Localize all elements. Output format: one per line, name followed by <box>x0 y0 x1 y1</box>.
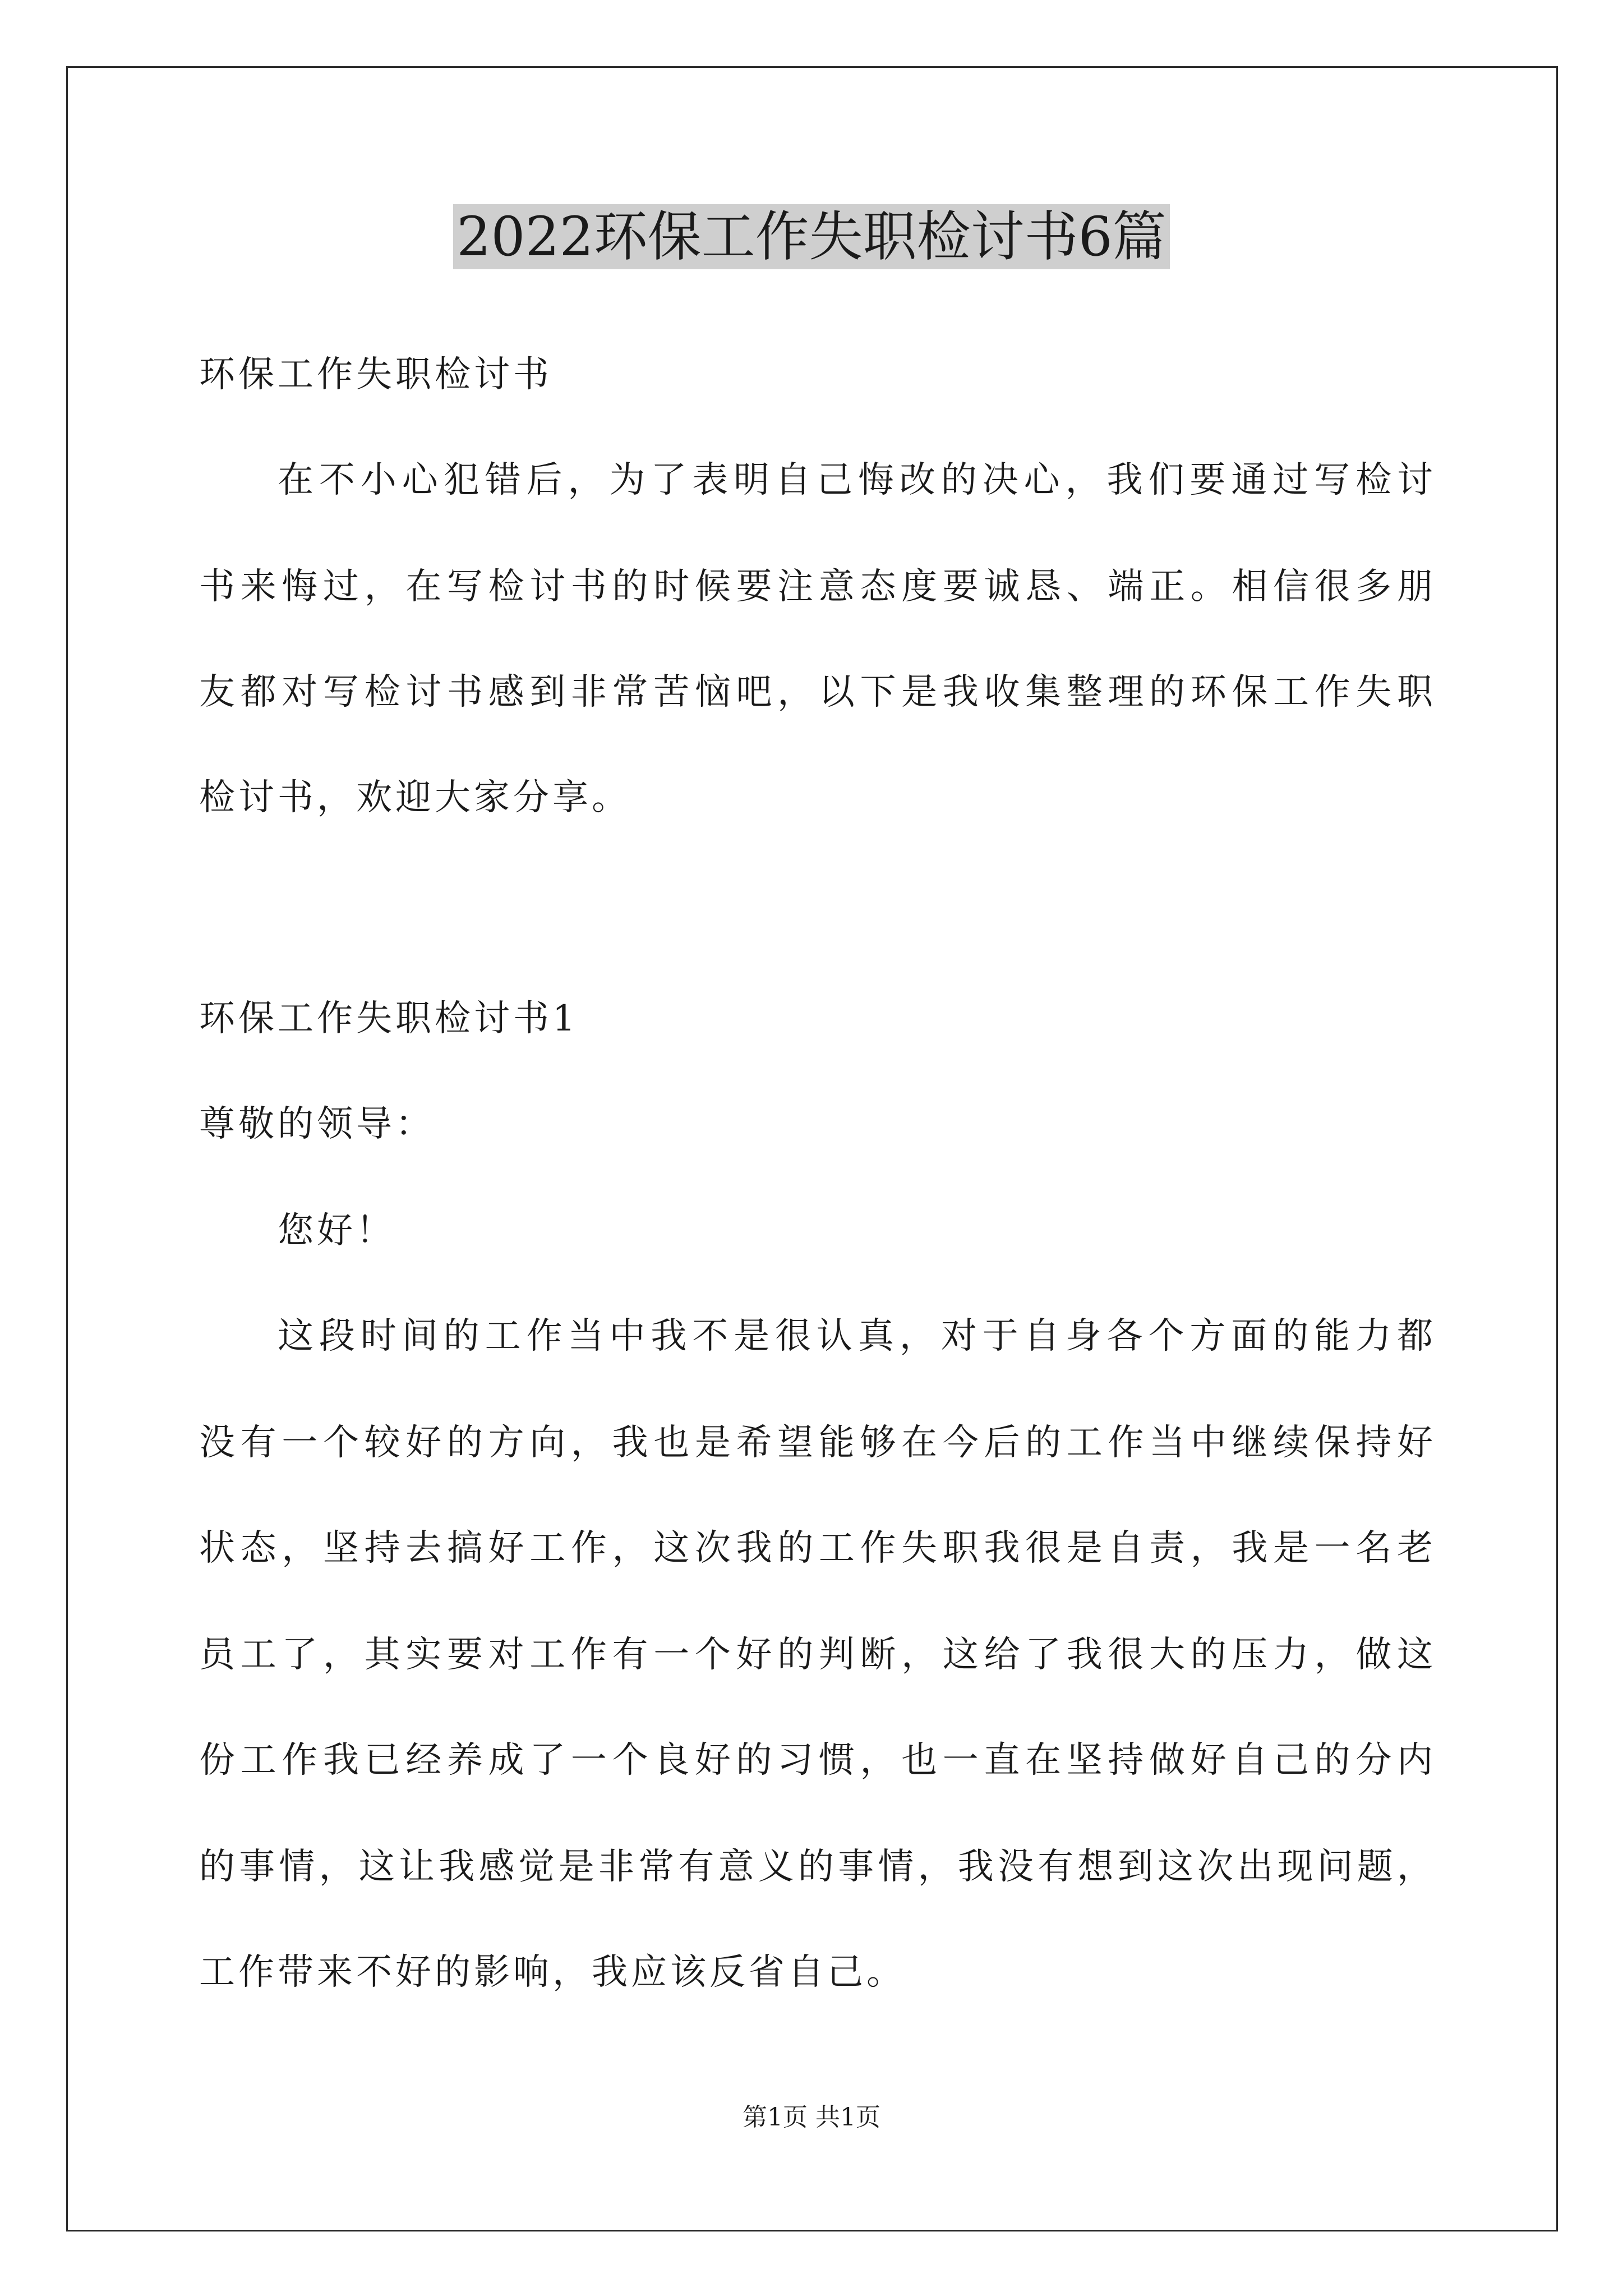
body-line: 的事情，这让我感觉是非常有意义的事情，我没有想到这次出现问题， <box>199 1846 1433 1888</box>
body-line: 没有一个较好的方向，我也是希望能够在今后的工作当中继续保持好 <box>199 1422 1433 1464</box>
intro-line: 友都对写检讨书感到非常苦恼吧，以下是我收集整理的环保工作失职 <box>199 671 1433 713</box>
letter-heading: 环保工作失职检讨书1 <box>199 998 579 1039</box>
intro-line: 在不小心犯错后，为了表明自己悔改的决心，我们要通过写检讨 <box>278 459 1433 501</box>
intro-line: 检讨书，欢迎大家分享。 <box>199 777 631 818</box>
document-title: 2022环保工作失职检讨书6篇 <box>0 197 1623 276</box>
body-line: 状态，坚持去搞好工作，这次我的工作失职我很是自责，我是一名老 <box>199 1527 1433 1569</box>
greeting: 您好！ <box>278 1210 395 1251</box>
body-line: 员工了，其实要对工作有一个好的判断，这给了我很大的压力，做这 <box>199 1634 1433 1676</box>
page-footer: 第1页 共1页 <box>743 2103 880 2132</box>
section-heading: 环保工作失职检讨书 <box>199 354 552 395</box>
intro-line: 书来悔过，在写检讨书的时候要注意态度要诚恳、端正。相信很多朋 <box>199 566 1433 608</box>
salutation: 尊敬的领导： <box>199 1103 435 1145</box>
body-line: 工作带来不好的影响，我应该反省自己。 <box>199 1952 906 1993</box>
body-line: 份工作我已经养成了一个良好的习惯，也一直在坚持做好自己的分内 <box>199 1740 1433 1781</box>
body-line: 这段时间的工作当中我不是很认真，对于自身各个方面的能力都 <box>278 1315 1433 1357</box>
